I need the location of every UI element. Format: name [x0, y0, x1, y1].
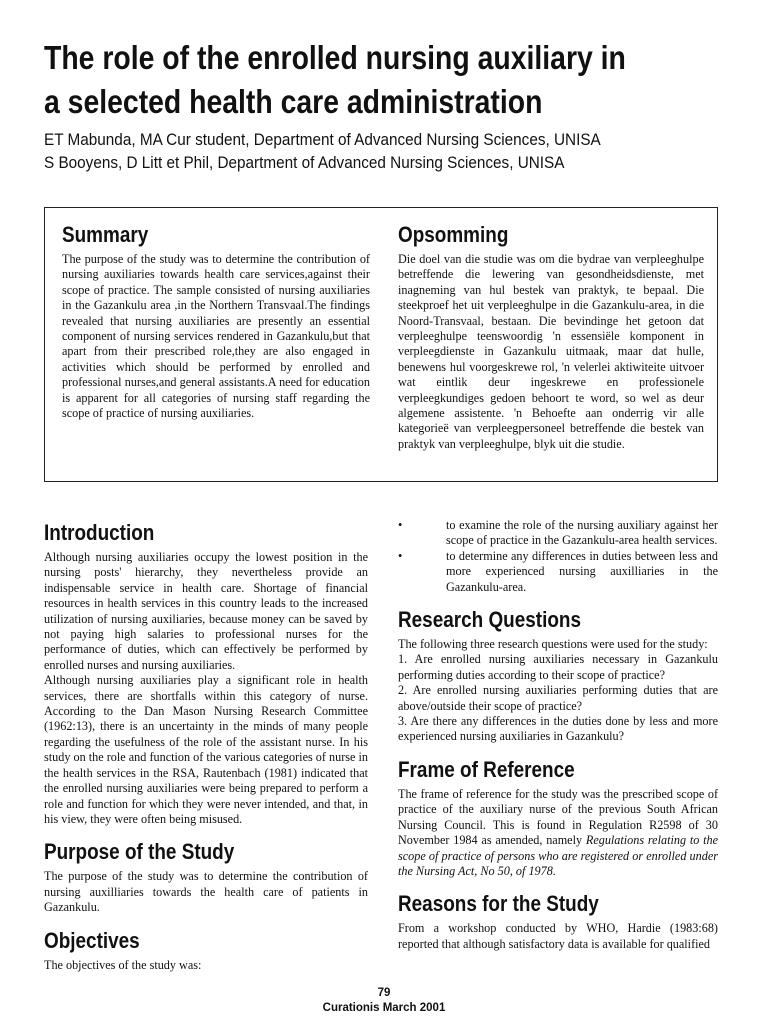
summary-text: The purpose of the study was to determine the contribution of nursing auxiliaries towards health care services,against their scope of practice. The sample consisted of nursing auxiliaries in the Gazankulu area ,in the Northern Transvaal.The findings revealed that nursing auxiliaries are presently an essential component of nursing services rendered in Gazankulu,but that apart from their prescribed role,they are also engaged in activities which should be performed by enrolled and professional nurses,and general assistants.A need for education is apparent for all categories of nursing staff regarding the scope of practice of nursing auxiliaries.: [62, 252, 370, 421]
purpose-heading: Purpose of the Study: [44, 839, 235, 865]
research-questions-intro: The following three research questions were used for the study:: [398, 637, 708, 652]
objectives-heading: Objectives: [44, 927, 140, 953]
summary-section: [62, 222, 370, 421]
objective-bullet-text: to examine the role of the nursing auxiliary against her scope of practice in the Gazankulu-area health services.: [446, 518, 718, 548]
frame-of-reference-heading: Frame of Reference: [398, 756, 575, 782]
author-line-2: S Booyens, D Litt et Phil, Department of Advanced Nursing Sciences, UNISA: [44, 153, 565, 172]
frame-of-reference-regulation-title: Regulations relating to the scope of practice of persons who are registered or enrolled under the Nursing Act, No 50, of 1978.: [398, 833, 718, 878]
objectives-text: The objectives of the study was:: [44, 957, 202, 972]
journal-footer: Curationis March 2001: [322, 1002, 446, 1014]
bullet-icon: •: [398, 548, 403, 563]
title-line-1: The role of the enrolled nursing auxiliary in: [44, 39, 626, 76]
title-line-2: a selected health care administration: [44, 83, 543, 120]
research-questions-heading: Research Questions: [398, 607, 581, 633]
left-column: [44, 520, 368, 973]
research-question-3: 3. Are there any differences in the duties done by less and more experienced nursing auxiliaries in Gazankulu?: [398, 714, 718, 744]
introduction-heading: Introduction: [44, 520, 155, 545]
frame-of-reference-plain: The frame of reference for the study was the prescribed scope of practice of the auxiliary nurse of the previous South African Nursing Council. This is found in Regulation R2598 of 30 November 1984 as amended, namely: [398, 786, 718, 848]
frame-of-reference-text: [398, 787, 718, 879]
introduction-paragraph-1: Although nursing auxiliaries occupy the lowest position in the nursing posts' hierarchy, they nevertheless provide an indispensable service in health care. Shortage of financial resources in health services in this country leads to the increased utilization of nursing auxiliaries, because money can be saved by not paying high salaries to professional nurses for the performance of duties, which can effectively be performed by enrolled nurses and nursing auxiliaries.: [44, 550, 368, 672]
research-question-1: 1. Are enrolled nursing auxiliaries necessary in Gazankulu performing duties according to their scope of practice?: [398, 652, 718, 682]
objective-bullet-text: to determine any differences in duties between less and more experienced nursing auxilliaries in the Gazankulu-area.: [446, 548, 718, 594]
opsomming-heading: Opsomming: [398, 222, 509, 247]
research-question-2: 2. Are enrolled nursing auxiliaries performing duties that are above/outside their scope of practice?: [398, 683, 718, 713]
introduction-paragraph-2: Although nursing auxiliaries play a significant role in health services, there are shortfalls within this category of nurse. According to the Dan Mason Nursing Research Committee (1962:13), there is an uncertainty in the minds of many people regarding the usefulness of the role of the assistant nurse. In his study on the role and function of the various categories of nurse in the health services in the RSA, Rautenbach (1981) indicated that the enrolled nursing auxiliaries were being prepared to perform a role and function for which they were never intended, and that, in his view, they were often being misused.: [44, 673, 368, 826]
summary-heading: Summary: [62, 222, 149, 247]
objective-bullet-1: [398, 518, 718, 549]
right-column: [398, 518, 718, 952]
purpose-text: The purpose of the study was to determine the contribution of nursing auxilliaries towards the health care of patients in Gazankulu.: [44, 869, 368, 915]
bullet-icon: •: [398, 518, 403, 532]
opsomming-section: [398, 222, 704, 452]
reasons-text: From a workshop conducted by WHO, Hardie (1983:68) reported that although satisfactory data is available for qualified: [398, 921, 718, 951]
article-title: [44, 36, 646, 124]
author-line-1: ET Mabunda, MA Cur student, Department of Advanced Nursing Sciences, UNISA: [44, 130, 601, 149]
objective-bullet-2: [398, 549, 718, 595]
page-number: 79: [377, 987, 391, 999]
reasons-heading: Reasons for the Study: [398, 891, 599, 917]
authors: [44, 128, 601, 174]
opsomming-text: Die doel van die studie was om die bydrae van verpleeghulpe betreffende die lewering van gesondheidsdienste, met inagneming van hul bestek van praktyk, te bepaal. Die steekproef het uit verpleeghulpe in die Gazankulu-area, in die Noord-Transvaal, bestaan. Die bevindinge het getoon dat verpleeghulpe teenswoordig 'n essensiële komponent in verpleegdienste in Gazankulu uitmaak, maar dat hulle, benewens hul voorgeskrewe rol, 'n velerlei aktiwiteite uitvoer wat eintlik deur ingeskrewe en professionele verpleegkundiges gedoen behoort te word, so wel as deur algemene assistente. 'n Behoefte aan onderrig vir alle kategorieë van verpleegpersoneel betreffende die bestek van praktyk van verpleeghulpe, blyk uit die studie.: [398, 252, 704, 451]
